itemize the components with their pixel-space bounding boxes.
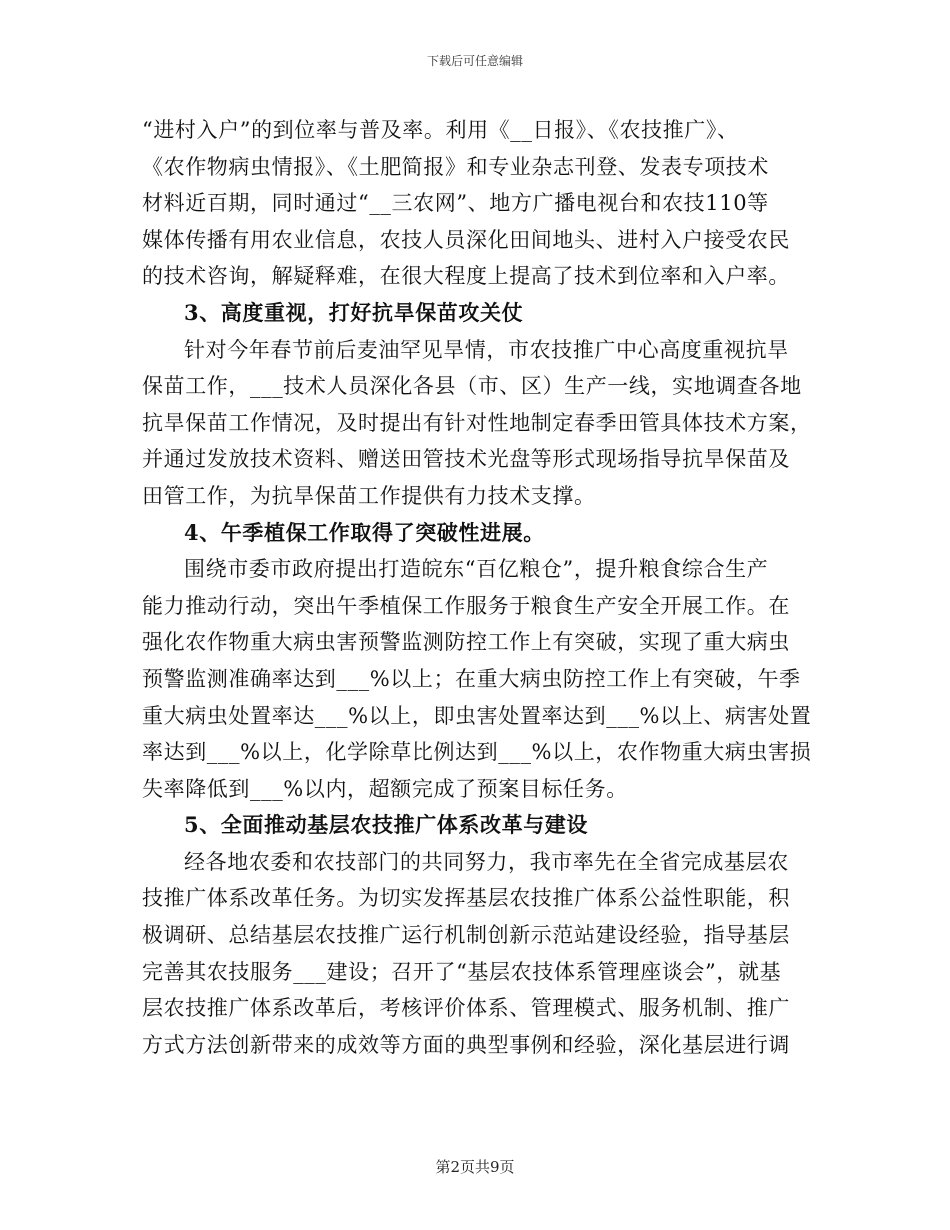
text-line: 的技术咨询，解疑释难，在很大程度上提高了技术到位率和入户率。 bbox=[142, 264, 790, 289]
text-line: 保苗工作，___技术人员深化各县（市、区）生产一线，实地调查各地 bbox=[142, 374, 802, 399]
section-heading: 5、全面推动基层农技推广体系改革与建设 bbox=[184, 812, 589, 838]
text-line: 率达到___%以上，化学除草比例达到___%以上，农作物重大病虫害损 bbox=[142, 740, 812, 765]
text-line: 田管工作，为抗旱保苗工作提供有力技术支撑。 bbox=[142, 483, 596, 508]
page-header: 下载后可任意编辑 bbox=[426, 54, 523, 68]
section-heading: 4、午季植保工作取得了突破性进展。 bbox=[184, 519, 545, 545]
text-line: 并通过发放技术资料、赠送田管技术光盘等形式现场指导抗旱保苗及 bbox=[142, 447, 790, 472]
text-line: 重大病虫处置率达___%以上，即虫害处置率达到___%以上、病害处置 bbox=[142, 703, 812, 728]
text-line: 预警监测准确率达到___%以上；在重大病虫防控工作上有突破，午季 bbox=[142, 666, 801, 691]
text-line: 材料近百期，同时通过“__三农网”、地方广播电视台和农技110等 bbox=[142, 191, 769, 216]
text-line: 媒体传播有用农业信息，农技人员深化田间地头、进村入户接受农民 bbox=[142, 227, 790, 252]
text-line: 方式方法创新带来的成效等方面的典型事例和经验，深化基层进行调 bbox=[142, 1032, 790, 1057]
text-line: 层农技推广体系改革后，考核评价体系、管理模式、服务机制、推广 bbox=[142, 996, 790, 1021]
text-line: 完善其农技服务___建设；召开了“基层农技体系管理座谈会”，就基 bbox=[142, 959, 782, 984]
text-line: 强化农作物重大病虫害预警监测防控工作上有突破，实现了重大病虫 bbox=[142, 630, 790, 655]
text-line: “进村入户”的到位率与普及率。利用《__日报》、《农技推广》、 bbox=[142, 118, 739, 142]
text-line: 失率降低到___%以内，超额完成了预案目标任务。 bbox=[142, 776, 628, 801]
document-body bbox=[142, 112, 810, 1063]
paragraph-start: 经各地农委和农技部门的共同努力，我市率先在全省完成基层农 bbox=[184, 849, 789, 874]
text-line: 《农作物病虫情报》、《土肥简报》和专业杂志刊登、发表专项技术 bbox=[142, 154, 769, 179]
paragraph-start: 针对今年春节前后麦油罕见旱情，市农技推广中心高度重视抗旱 bbox=[184, 337, 789, 362]
paragraph-start: 围绕市委市政府提出打造皖东“百亿粮仓”，提升粮食综合生产 bbox=[184, 557, 769, 582]
text-line: 抗旱保苗工作情况，及时提出有针对性地制定春季田管具体技术方案， bbox=[142, 410, 812, 435]
page-footer: 第2页共9页 bbox=[435, 1158, 515, 1176]
text-line: 能力推动行动，突出午季植保工作服务于粮食生产安全开展工作。在 bbox=[142, 593, 790, 618]
section-heading: 3、高度重视，打好抗旱保苗攻关仗 bbox=[184, 299, 524, 325]
text-line: 技推广体系改革任务。为切实发挥基层农技推广体系公益性职能，积 bbox=[142, 886, 790, 911]
text-line: 极调研、总结基层农技推广运行机制创新示范站建设经验，指导基层 bbox=[142, 923, 790, 948]
